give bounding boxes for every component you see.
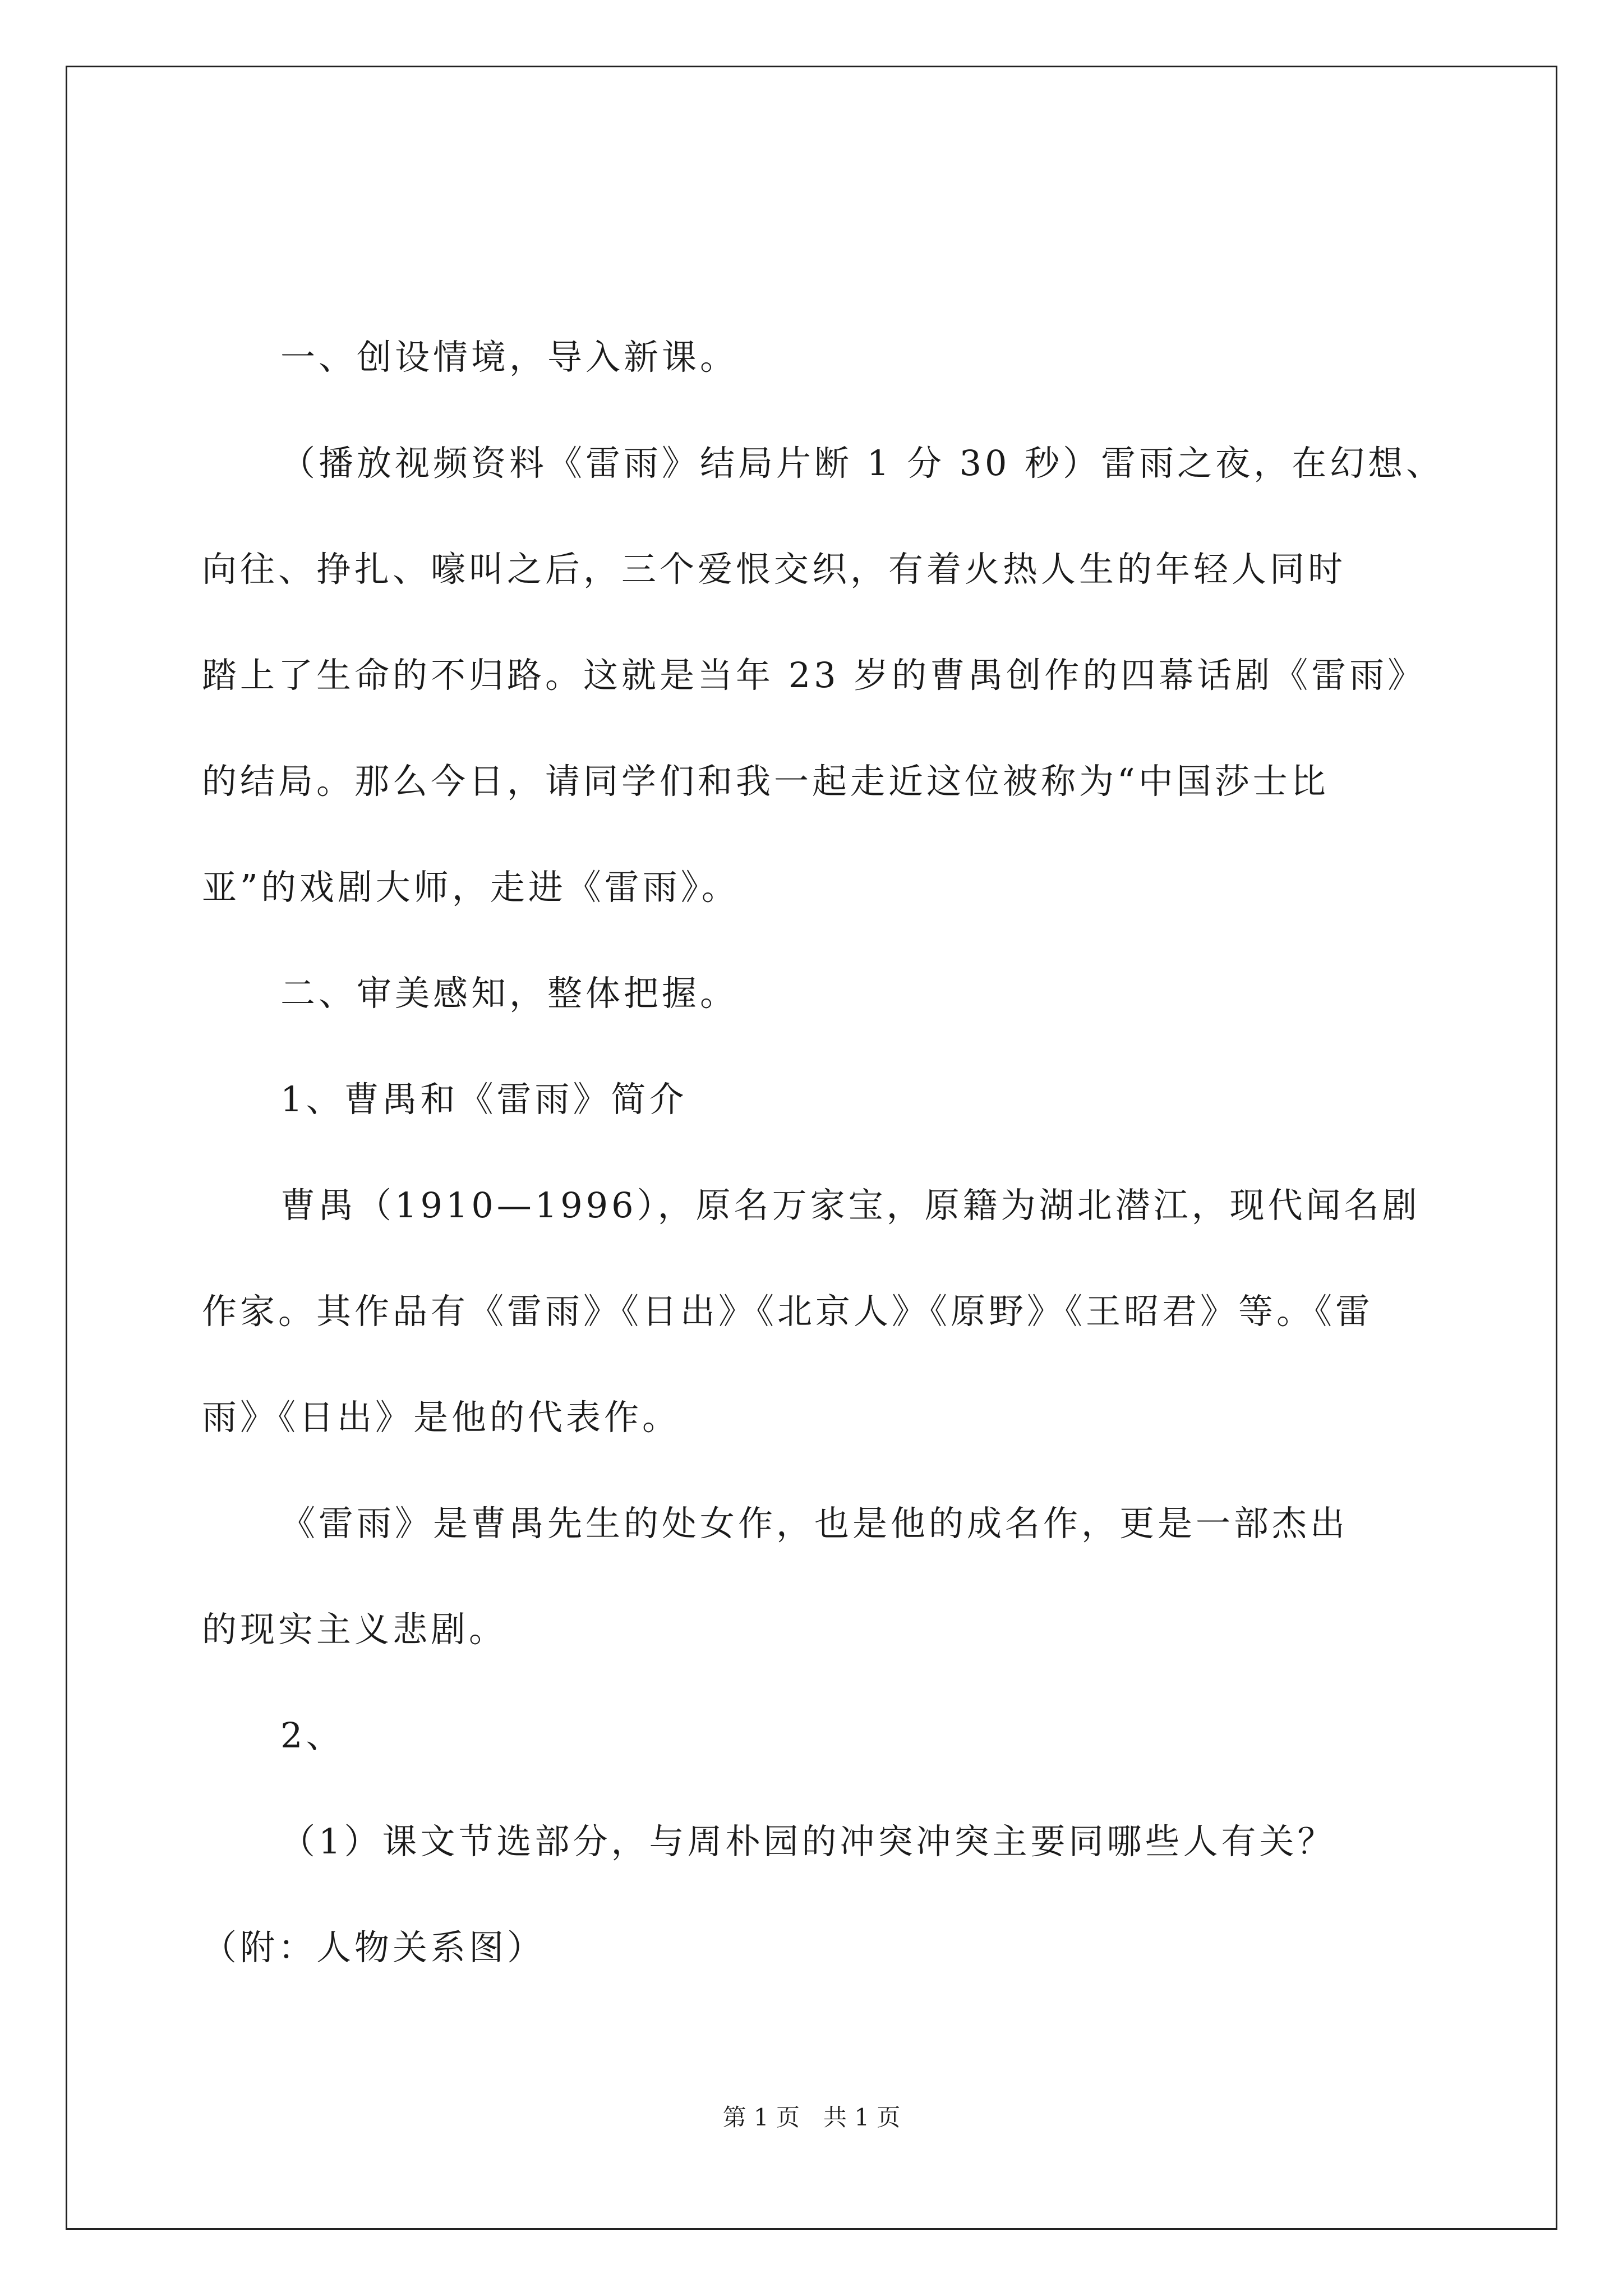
paragraph-line: 踏上了生命的不归路。这就是当年 23 岁的曹禺创作的四幕话剧《雷雨》 — [202, 655, 1426, 696]
paragraph-line: 作家。其作品有《雷雨》《日出》《北京人》《原野》《王昭君》等。《雷 — [202, 1291, 1374, 1332]
paragraph-line: 的结局。那么今日，请同学们和我一起走近这位被称为“中国莎士比 — [202, 761, 1329, 802]
subheading-1: 1、曹禺和《雷雨》简介 — [280, 1079, 688, 1120]
question-line: （1）课文节选部分，与周朴园的冲突冲突主要同哪些人有关？ — [280, 1821, 1336, 1862]
paragraph-line: 的现实主义悲剧。 — [202, 1609, 508, 1650]
subheading-2: 2、 — [280, 1715, 344, 1756]
paragraph-line: 雨》《日出》是他的代表作。 — [202, 1397, 681, 1438]
paragraph-line: 《雷雨》是曹禺先生的处女作，也是他的成名作，更是一部杰出 — [280, 1503, 1349, 1544]
paragraph-line: 亚”的戏剧大师，走进《雷雨》。 — [202, 867, 740, 908]
paragraph-line: （播放视频资料《雷雨》结局片断 1 分 30 秒）雷雨之夜，在幻想、 — [280, 443, 1445, 484]
paragraph-line: 向往、挣扎、嚎叫之后，三个爱恨交织，有着火热人生的年轻人同时 — [202, 549, 1347, 590]
paragraph-line: 曹禺（1910—1996），原名万家宝，原籍为湖北潜江，现代闻名剧 — [280, 1185, 1421, 1226]
question-note: （附：人物关系图） — [202, 1927, 546, 1968]
heading-section-1: 一、创设情境，导入新课。 — [280, 337, 739, 378]
page-border — [66, 66, 1557, 2230]
heading-section-2: 二、审美感知，整体把握。 — [280, 973, 739, 1014]
page-number-footer: 第 1 页 共 1 页 — [722, 2104, 901, 2131]
